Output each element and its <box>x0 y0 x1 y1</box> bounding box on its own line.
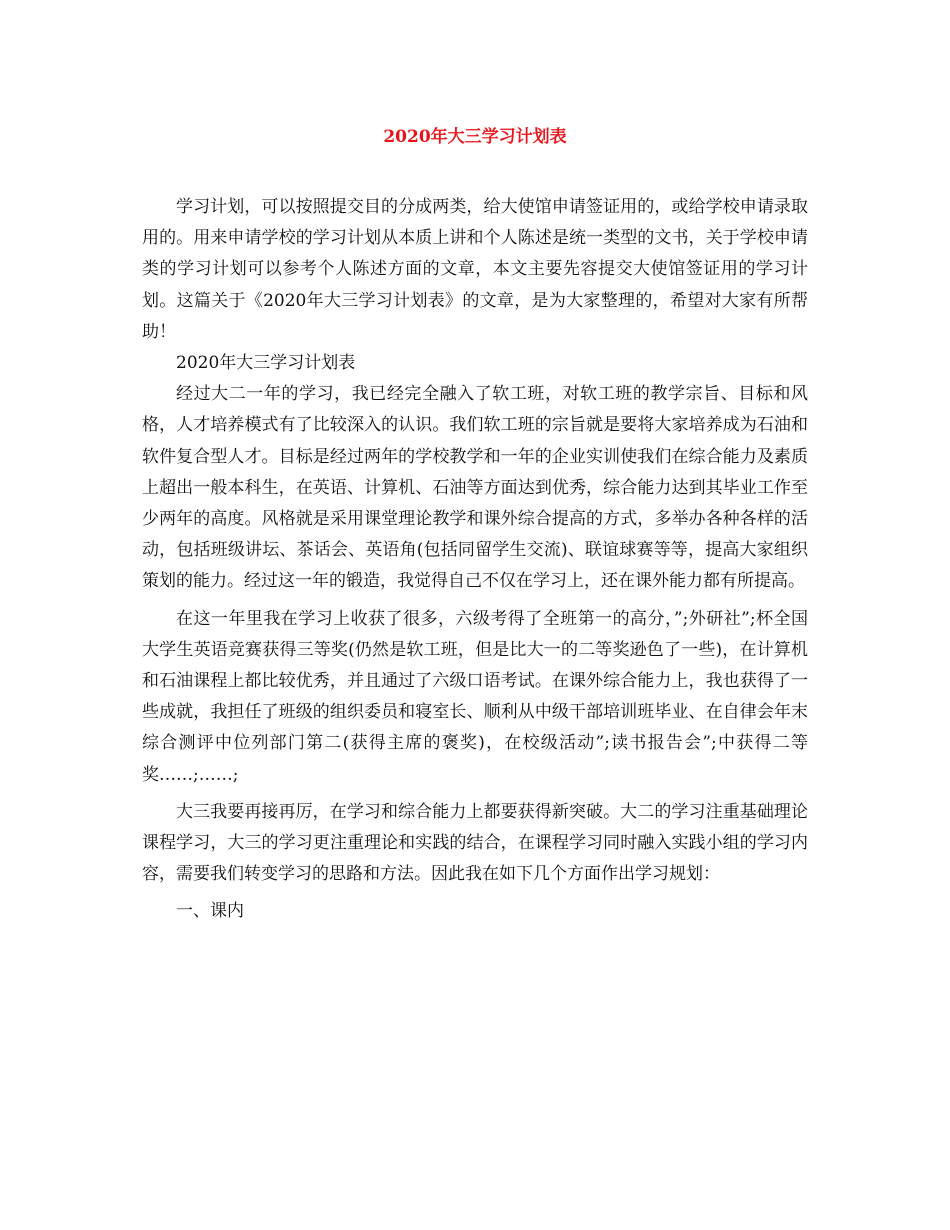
paragraph-plan: 大三我要再接再厉，在学习和综合能力上都要获得新突破。大二的学习注重基础理论课程学习，大三的学习更注重理论和实践的结合，在课程学习同时融入实践小组的学习内容，需要我们转变学习的思路和方法。因此我在如下几个方面作出学习规划： <box>142 801 808 885</box>
paragraph-subtitle: 2020年大三学习计划表 <box>176 353 356 374</box>
paragraph-intro: 学习计划，可以按照提交目的分成两类，给大使馆申请签证用的，或给学校申请录取用的。用来申请学校的学习计划从本质上讲和个人陈述是统一类型的文书，关于学校申请类的学习计划可以参考个人陈述方面的文章，本文主要先容提交大使馆签证用的学习计划。这篇关于《2020年大三学习计划表》的文章，是为大家整理的，希望对大家有所帮助！ <box>142 197 808 342</box>
document-body <box>142 192 808 928</box>
section-heading-in-class: 一、课内 <box>176 901 244 922</box>
paragraph-review: 经过大二一年的学习，我已经完全融入了软工班，对软工班的教学宗旨、目标和风格，人才培养模式有了比较深入的认识。我们软工班的宗旨就是要将大家培养成为石油和软件复合型人才。目标是经过两年的学校教学和一年的企业实训使我们在综合能力及素质上超出一般本科生，在英语、计算机、石油等方面达到优秀，综合能力达到其毕业工作至少两年的高度。风格就是采用课堂理论教学和课外综合提高的方式，多举办各种各样的活动，包括班级讲坛、茶话会、英语角(包括同留学生交流)、联谊球赛等等，提高大家组织策划的能力。经过这一年的锻造，我觉得自己不仅在学习上，还在课外能力都有所提高。 <box>142 384 808 592</box>
document-title: 2020年大三学习计划表 <box>383 127 567 147</box>
paragraph-achievements: 在这一年里我在学习上收获了很多，六级考得了全班第一的高分，”;外研社”;杯全国大学生英语竞赛获得三等奖(仍然是软工班，但是比大一的二等奖逊色了一些)，在计算机和石油课程上都比较优秀，并且通过了六级口语考试。在课外综合能力上，我也获得了一些成就，我担任了班级的组织委员和寝室长、顺利从中级干部培训班毕业、在自律会年末综合测评中位列部门第二(获得主席的褒奖)，在校级活动”;读书报告会”;中获得二等奖……;……; <box>142 608 808 785</box>
